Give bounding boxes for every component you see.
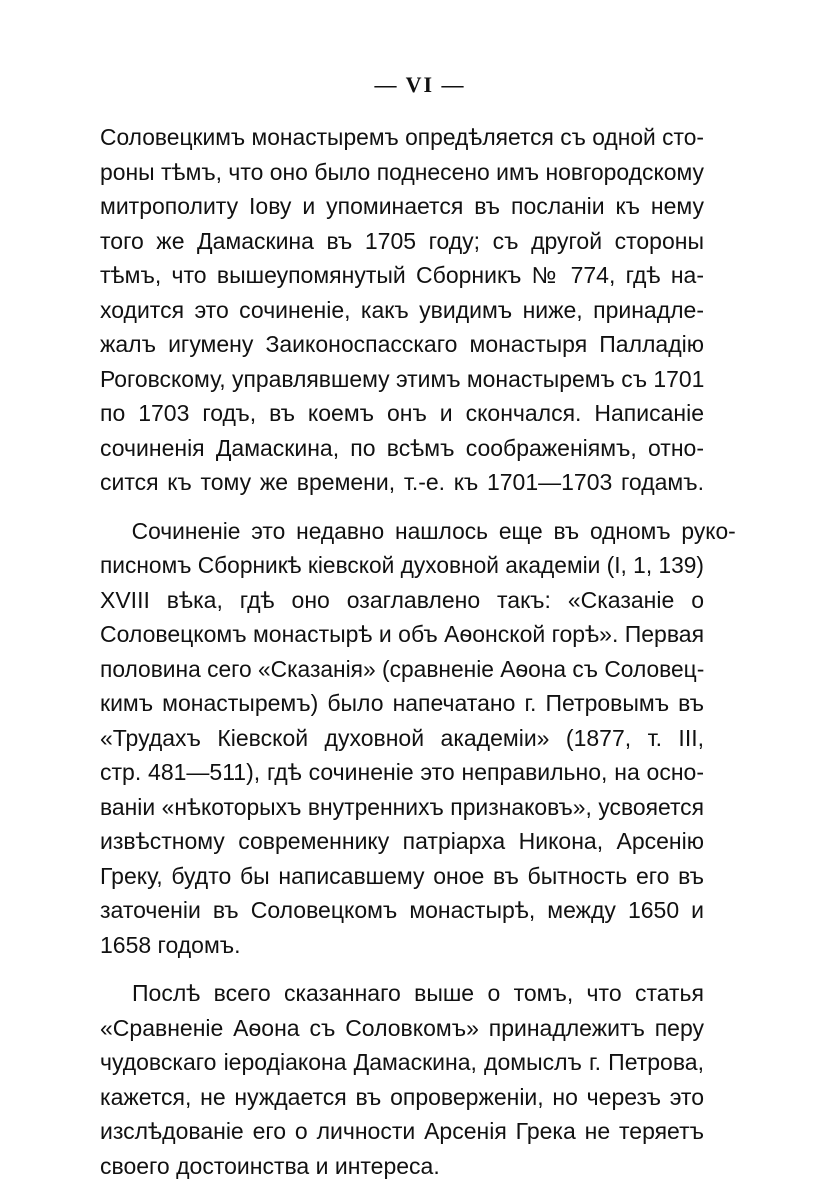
text-line: «Сравненіе Аѳона съ Соловкомъ» принадлежитъ перу (100, 1014, 704, 1041)
text-line: сочиненія Дамаскина, по всѣмъ соображеніямъ, отно- (100, 434, 704, 461)
text-line: митрополиту Іову и упоминается въ посланіи къ нему (100, 193, 704, 219)
text-line: 1658 годомъ. (100, 931, 241, 958)
text-line: Роговскому, управлявшему этимъ монастыремъ съ 1701 (100, 365, 705, 392)
text-line: изслѣдованіе его о личности Арсенія Грека не теряетъ (100, 1118, 704, 1144)
text-line: своего достоинства и интереса. (100, 1152, 440, 1179)
text-line: кажется, не нуждается въ опроверженіи, но черезъ это (100, 1083, 704, 1110)
paragraph-gap (100, 962, 704, 976)
paragraph-2 (100, 514, 736, 963)
text-body (100, 120, 736, 1183)
text-line: ходится это сочиненіе, какъ увидимъ ниже, принадле- (100, 296, 704, 323)
page-number: — VI — (374, 72, 466, 97)
text-line: XVIII вѣка, гдѣ оно озаглавлено такъ: «Сказаніе о (100, 586, 704, 613)
paragraph-gap (100, 500, 704, 514)
text-line: Соловецкомъ монастырѣ и объ Аѳонской горѣ». Первая (100, 621, 705, 647)
text-line: по 1703 годъ, въ коемъ онъ и скончался. Написаніе (100, 400, 704, 426)
paragraph-3 (100, 976, 704, 1183)
paragraph-1 (100, 120, 704, 500)
text-line: Соловецкимъ монастыремъ опредѣляется съ одной сто- (100, 124, 705, 150)
text-line: тѣмъ, что вышеупомянутый Сборникъ № 774, гдѣ на- (100, 262, 704, 288)
text-line: стр. 481—511), гдѣ сочиненіе это неправильно, на осно- (100, 759, 704, 785)
text-line: сится къ тому же времени, т.-е. къ 1701—1703 годамъ. (100, 469, 704, 495)
text-line: Греку, будто бы написавшему оное въ бытность его въ (100, 862, 704, 889)
text-line: ваніи «нѣкоторыхъ внутреннихъ признаковъ», усвояется (100, 793, 705, 820)
text-line: кимъ монастыремъ) было напечатано г. Петровымъ въ (100, 690, 704, 716)
text-line: писномъ Сборникѣ кіевской духовной академіи (I, 1, 139) (100, 552, 704, 578)
text-line: заточеніи въ Соловецкомъ монастырѣ, между 1650 и (100, 897, 704, 923)
text-line: «Трудахъ Кіевской духовной академіи» (1877, т. III, (100, 724, 704, 751)
text-line: половина сего «Сказанія» (сравненіе Аѳона съ Соловец- (100, 655, 705, 682)
text-line: Сочиненіе это недавно нашлось еще въ одномъ руко- (131, 517, 736, 544)
text-line: роны тѣмъ, что оно было поднесено имъ новгородскому (100, 158, 705, 185)
text-line: чудовскаго іеродіакона Дамаскина, домыслъ г. Петрова, (100, 1049, 704, 1075)
text-line: жалъ игумену Заиконоспасскаго монастыря Палладію (100, 331, 704, 357)
text-line: извѣстному современнику патріарха Никона, Арсенію (100, 828, 704, 854)
text-line: Послѣ всего сказаннаго выше о томъ, что статья (132, 980, 704, 1006)
text-line: того же Дамаскина въ 1705 году; съ другой стороны (100, 227, 704, 254)
